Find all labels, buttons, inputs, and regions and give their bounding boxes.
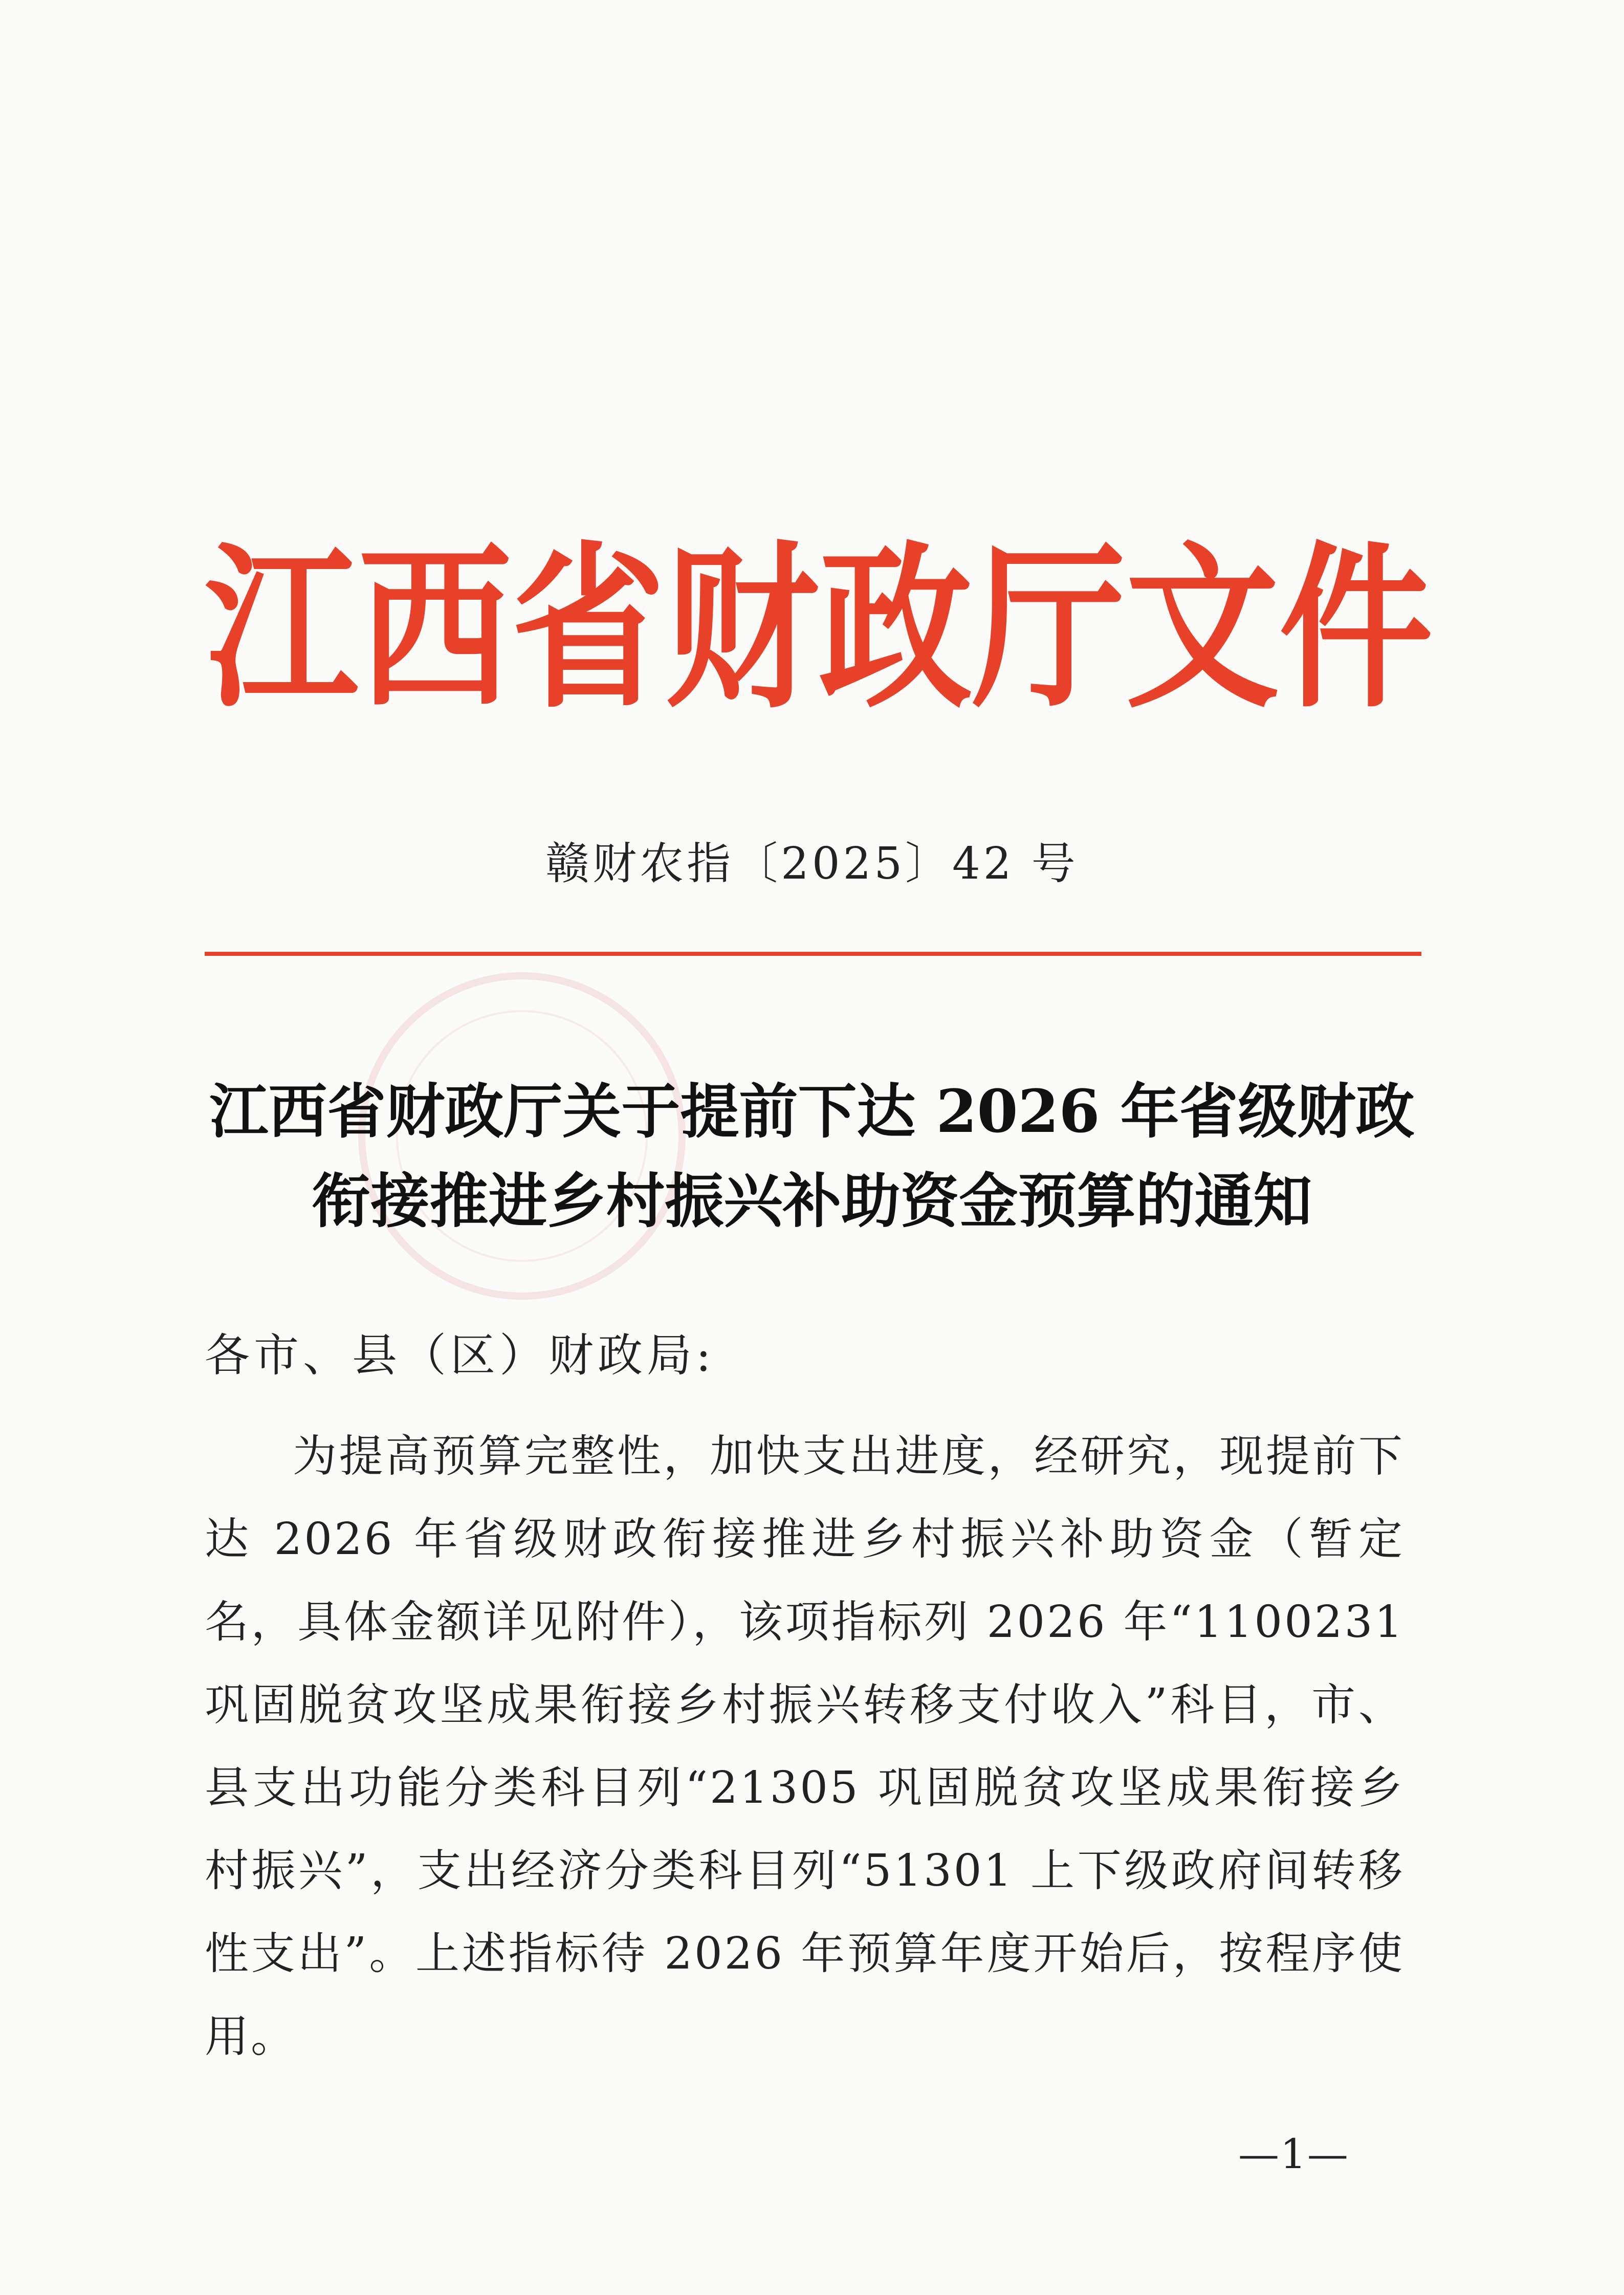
masthead-char: 省 bbox=[512, 526, 665, 732]
masthead-char: 文 bbox=[1126, 526, 1279, 732]
masthead bbox=[205, 526, 1433, 732]
masthead-char: 西 bbox=[358, 526, 512, 732]
salutation: 各市、县（区）财政局: bbox=[205, 1329, 715, 1382]
separator-rule bbox=[205, 952, 1421, 956]
masthead-char: 财 bbox=[665, 526, 819, 732]
masthead-char: 厅 bbox=[972, 526, 1126, 732]
page-number: —1— bbox=[1238, 2130, 1349, 2178]
masthead-char: 政 bbox=[819, 526, 972, 732]
document-number: 赣财农指〔2025〕42 号 bbox=[545, 838, 1079, 889]
title-line-2: 衔接推进乡村振兴补助资金预算的通知 bbox=[312, 1167, 1312, 1236]
masthead-char: 件 bbox=[1279, 526, 1433, 732]
title-line-1: 江西省财政厅关于提前下达 2026 年省级财政 bbox=[209, 1077, 1415, 1146]
body-paragraph: 为提高预算完整性，加快支出进度，经研究，现提前下达 2026 年省级财政衔接推进乡村振兴补助资金（暂定名，具体金额详见附件），该项指标列 2026 年“1100231 巩固脱贫攻坚成果衔接乡村振兴转移支付收入”科目，市、县支出功能分类科目列“21305 巩固脱贫攻坚成果衔接乡村振兴”，支出经济分类科目列“51301 上下级政府间转移性支出”。上述指标待 2026 年预算年度开始后，按程序使用。 bbox=[205, 1431, 1404, 2062]
document-title bbox=[194, 1067, 1430, 1246]
masthead-char: 江 bbox=[205, 526, 358, 732]
